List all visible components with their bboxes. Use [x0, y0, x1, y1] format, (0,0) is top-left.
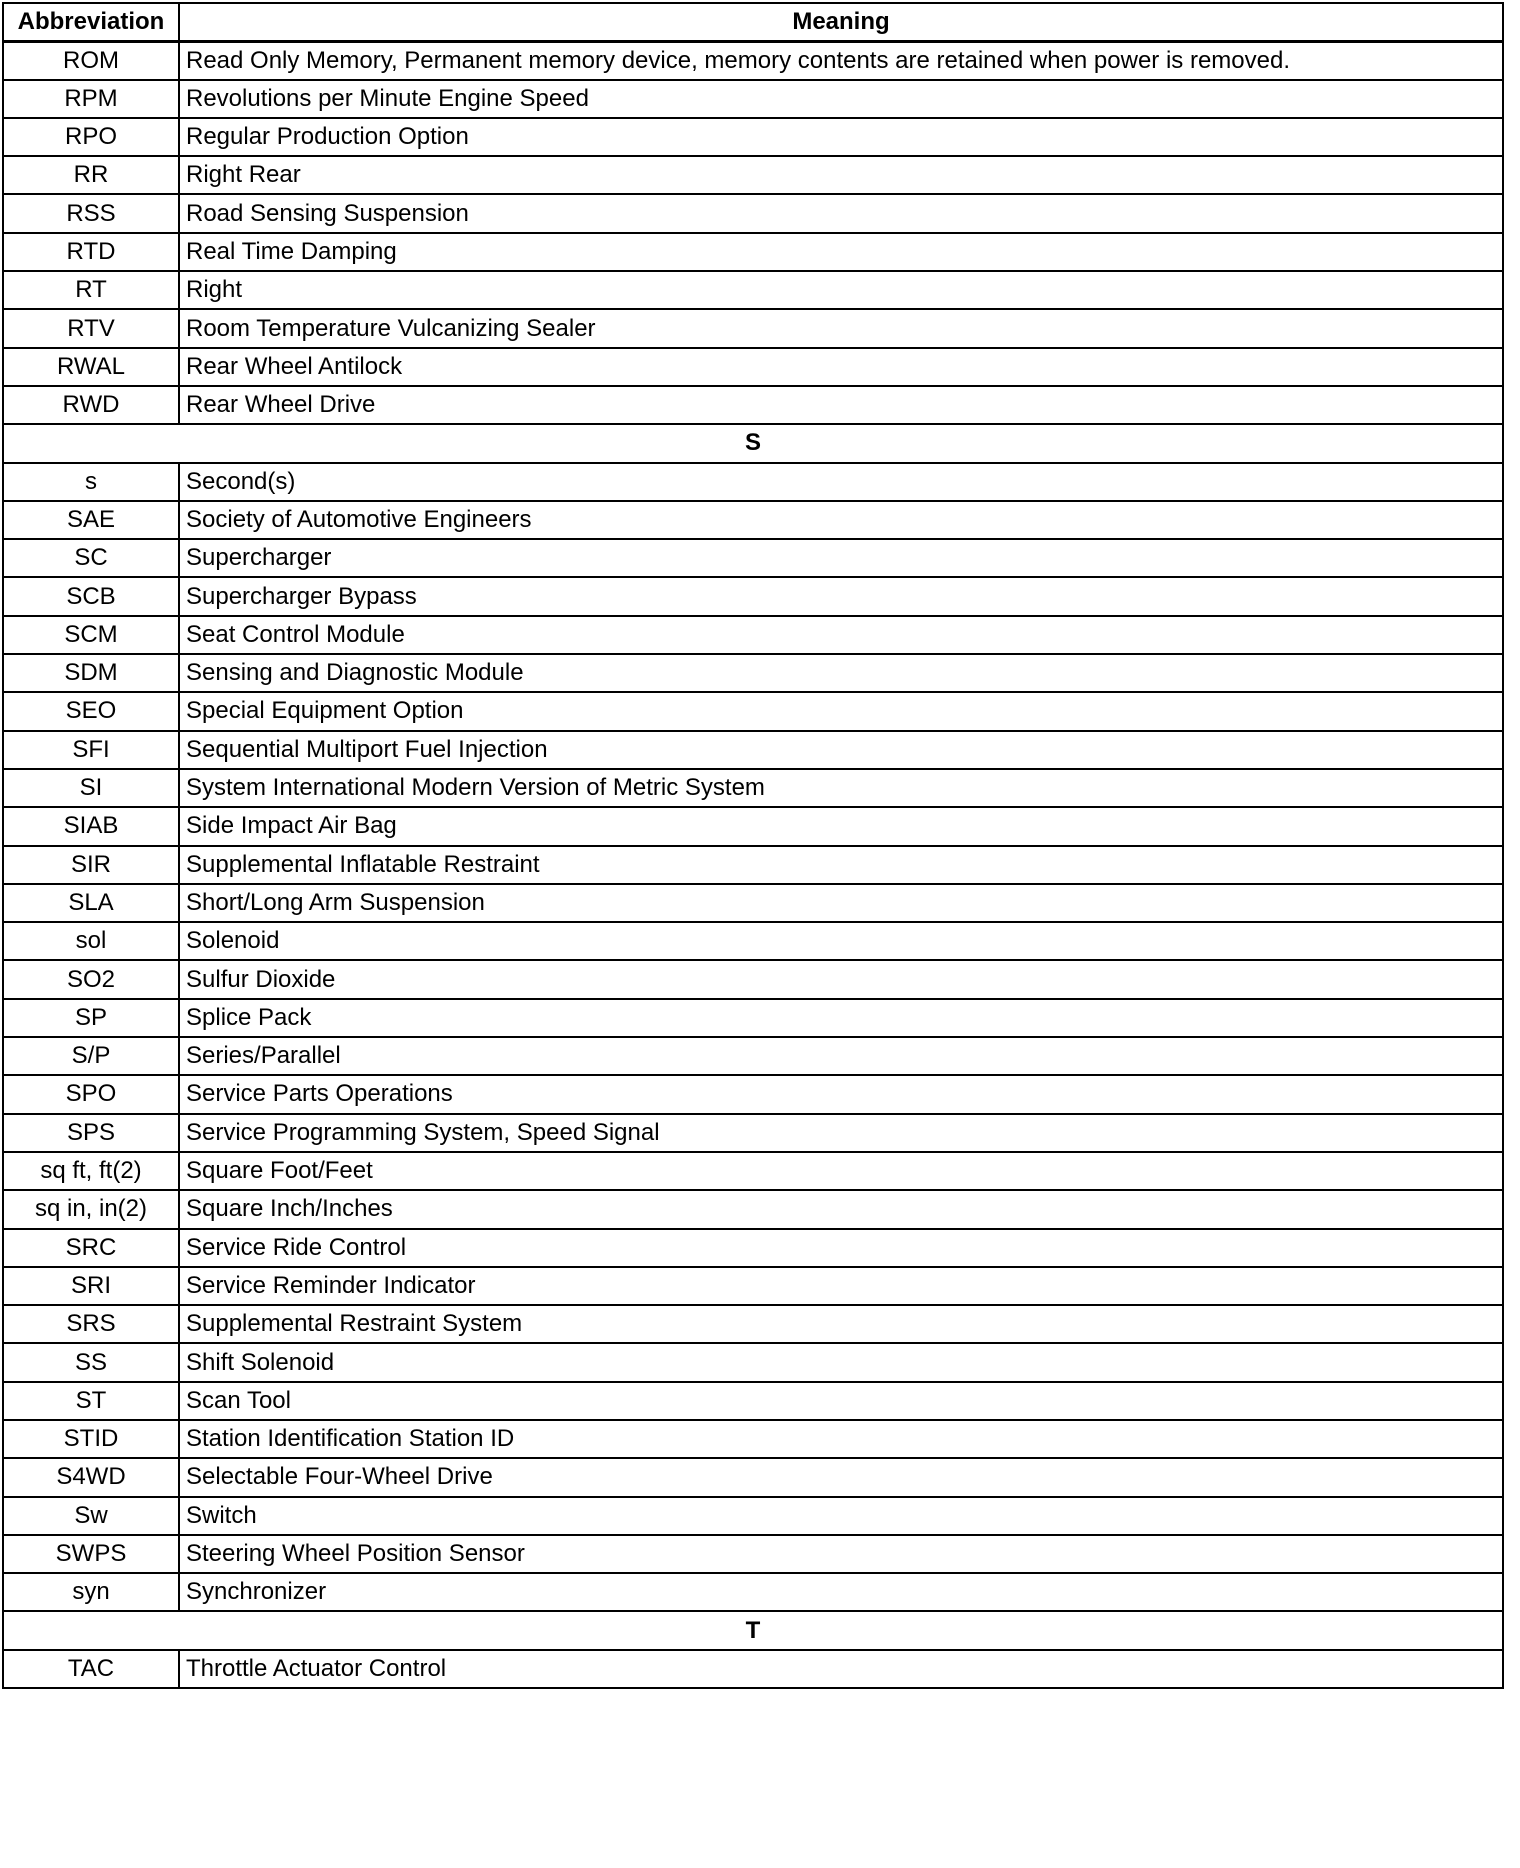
table-row — [3, 1535, 1503, 1573]
table-row — [3, 731, 1503, 769]
abbreviation-cell: Sw — [3, 1497, 179, 1535]
abbreviation-cell: SPO — [3, 1075, 179, 1113]
table-row — [3, 999, 1503, 1037]
abbreviation-cell: TAC — [3, 1650, 179, 1688]
meaning-cell: Short/Long Arm Suspension — [179, 884, 1503, 922]
abbreviation-cell: SPS — [3, 1114, 179, 1152]
table-row — [3, 41, 1503, 79]
section-row — [3, 1611, 1503, 1649]
abbreviation-cell: RPM — [3, 80, 179, 118]
table-row — [3, 654, 1503, 692]
meaning-cell: Rear Wheel Drive — [179, 386, 1503, 424]
section-row — [3, 424, 1503, 462]
meaning-cell: Rear Wheel Antilock — [179, 348, 1503, 386]
meaning-cell: Society of Automotive Engineers — [179, 501, 1503, 539]
table-row — [3, 539, 1503, 577]
meaning-cell: Square Inch/Inches — [179, 1190, 1503, 1228]
meaning-cell: Service Ride Control — [179, 1229, 1503, 1267]
table-row — [3, 309, 1503, 347]
meaning-cell: Throttle Actuator Control — [179, 1650, 1503, 1688]
meaning-cell: Road Sensing Suspension — [179, 194, 1503, 232]
abbreviation-cell: S4WD — [3, 1458, 179, 1496]
meaning-cell: Sulfur Dioxide — [179, 960, 1503, 998]
table-header-row — [3, 3, 1503, 41]
table-row — [3, 1075, 1503, 1113]
abbreviation-cell: RSS — [3, 194, 179, 232]
abbreviation-cell: S/P — [3, 1037, 179, 1075]
table-row — [3, 348, 1503, 386]
table-row — [3, 1267, 1503, 1305]
table-row — [3, 1343, 1503, 1381]
meaning-cell: Supercharger — [179, 539, 1503, 577]
table-row — [3, 1190, 1503, 1228]
meaning-cell: Shift Solenoid — [179, 1343, 1503, 1381]
table-row — [3, 271, 1503, 309]
table-row — [3, 194, 1503, 232]
abbreviation-cell: RWD — [3, 386, 179, 424]
meaning-cell: Synchronizer — [179, 1573, 1503, 1611]
meaning-cell: Splice Pack — [179, 999, 1503, 1037]
abbreviation-cell: sq ft, ft(2) — [3, 1152, 179, 1190]
table-row — [3, 616, 1503, 654]
table-row — [3, 1382, 1503, 1420]
meaning-cell: Regular Production Option — [179, 118, 1503, 156]
meaning-cell: Station Identification Station ID — [179, 1420, 1503, 1458]
table-row — [3, 1152, 1503, 1190]
abbreviation-cell: RT — [3, 271, 179, 309]
table-row — [3, 80, 1503, 118]
meaning-cell: Second(s) — [179, 463, 1503, 501]
section-letter: T — [3, 1611, 1503, 1649]
abbreviation-cell: sq in, in(2) — [3, 1190, 179, 1228]
abbreviation-cell: SFI — [3, 731, 179, 769]
abbreviation-cell: SO2 — [3, 960, 179, 998]
meaning-cell: Steering Wheel Position Sensor — [179, 1535, 1503, 1573]
abbreviation-cell: SAE — [3, 501, 179, 539]
meaning-cell: Scan Tool — [179, 1382, 1503, 1420]
table-row — [3, 769, 1503, 807]
table-row — [3, 1420, 1503, 1458]
table-row — [3, 1229, 1503, 1267]
table-row — [3, 884, 1503, 922]
abbreviation-cell: STID — [3, 1420, 179, 1458]
abbreviation-cell: ST — [3, 1382, 179, 1420]
table-row — [3, 156, 1503, 194]
table-row — [3, 1305, 1503, 1343]
header-meaning: Meaning — [179, 3, 1503, 41]
table-body — [3, 41, 1503, 1688]
abbreviation-cell: SCM — [3, 616, 179, 654]
abbreviation-cell: SRC — [3, 1229, 179, 1267]
meaning-cell: Sequential Multiport Fuel Injection — [179, 731, 1503, 769]
abbreviation-cell: SRI — [3, 1267, 179, 1305]
table-row — [3, 960, 1503, 998]
meaning-cell: Seat Control Module — [179, 616, 1503, 654]
abbreviation-cell: RR — [3, 156, 179, 194]
table-row — [3, 1114, 1503, 1152]
table-row — [3, 807, 1503, 845]
abbreviation-cell: RPO — [3, 118, 179, 156]
meaning-cell: Service Parts Operations — [179, 1075, 1503, 1113]
abbreviation-cell: SI — [3, 769, 179, 807]
abbreviation-cell: SDM — [3, 654, 179, 692]
abbreviation-cell: SEO — [3, 692, 179, 730]
table-row — [3, 501, 1503, 539]
meaning-cell: Special Equipment Option — [179, 692, 1503, 730]
abbreviation-cell: SS — [3, 1343, 179, 1381]
abbreviation-cell: SIR — [3, 846, 179, 884]
meaning-cell: Sensing and Diagnostic Module — [179, 654, 1503, 692]
table-row — [3, 1037, 1503, 1075]
table-row — [3, 577, 1503, 615]
meaning-cell: Service Reminder Indicator — [179, 1267, 1503, 1305]
section-letter: S — [3, 424, 1503, 462]
abbreviation-cell: ROM — [3, 41, 179, 79]
abbreviation-cell: RWAL — [3, 348, 179, 386]
meaning-cell: Series/Parallel — [179, 1037, 1503, 1075]
meaning-cell: Supplemental Inflatable Restraint — [179, 846, 1503, 884]
meaning-cell: Service Programming System, Speed Signal — [179, 1114, 1503, 1152]
table-row — [3, 1497, 1503, 1535]
table-row — [3, 692, 1503, 730]
table-row — [3, 386, 1503, 424]
table-row — [3, 1458, 1503, 1496]
abbreviation-cell: SLA — [3, 884, 179, 922]
meaning-cell: Real Time Damping — [179, 233, 1503, 271]
meaning-cell: Selectable Four-Wheel Drive — [179, 1458, 1503, 1496]
meaning-cell: Supercharger Bypass — [179, 577, 1503, 615]
abbreviation-cell: SC — [3, 539, 179, 577]
header-abbreviation: Abbreviation — [3, 3, 179, 41]
abbreviation-cell: RTV — [3, 309, 179, 347]
meaning-cell: Solenoid — [179, 922, 1503, 960]
meaning-cell: System International Modern Version of Metric System — [179, 769, 1503, 807]
abbreviation-cell: s — [3, 463, 179, 501]
abbreviation-cell: SIAB — [3, 807, 179, 845]
abbreviation-cell: SWPS — [3, 1535, 179, 1573]
abbreviation-cell: SP — [3, 999, 179, 1037]
table-row — [3, 463, 1503, 501]
table-row — [3, 233, 1503, 271]
abbreviation-cell: syn — [3, 1573, 179, 1611]
abbreviation-cell: SCB — [3, 577, 179, 615]
table-row — [3, 1650, 1503, 1688]
abbreviation-table — [2, 2, 1504, 1689]
meaning-cell: Right Rear — [179, 156, 1503, 194]
abbreviation-cell: SRS — [3, 1305, 179, 1343]
abbreviation-cell: RTD — [3, 233, 179, 271]
meaning-cell: Room Temperature Vulcanizing Sealer — [179, 309, 1503, 347]
table-row — [3, 846, 1503, 884]
meaning-cell: Square Foot/Feet — [179, 1152, 1503, 1190]
meaning-cell: Right — [179, 271, 1503, 309]
meaning-cell: Revolutions per Minute Engine Speed — [179, 80, 1503, 118]
table-row — [3, 1573, 1503, 1611]
meaning-cell: Side Impact Air Bag — [179, 807, 1503, 845]
table-row — [3, 922, 1503, 960]
meaning-cell: Switch — [179, 1497, 1503, 1535]
meaning-cell: Supplemental Restraint System — [179, 1305, 1503, 1343]
abbreviation-cell: sol — [3, 922, 179, 960]
table-row — [3, 118, 1503, 156]
meaning-cell: Read Only Memory, Permanent memory device, memory contents are retained when power is removed. — [179, 41, 1503, 79]
